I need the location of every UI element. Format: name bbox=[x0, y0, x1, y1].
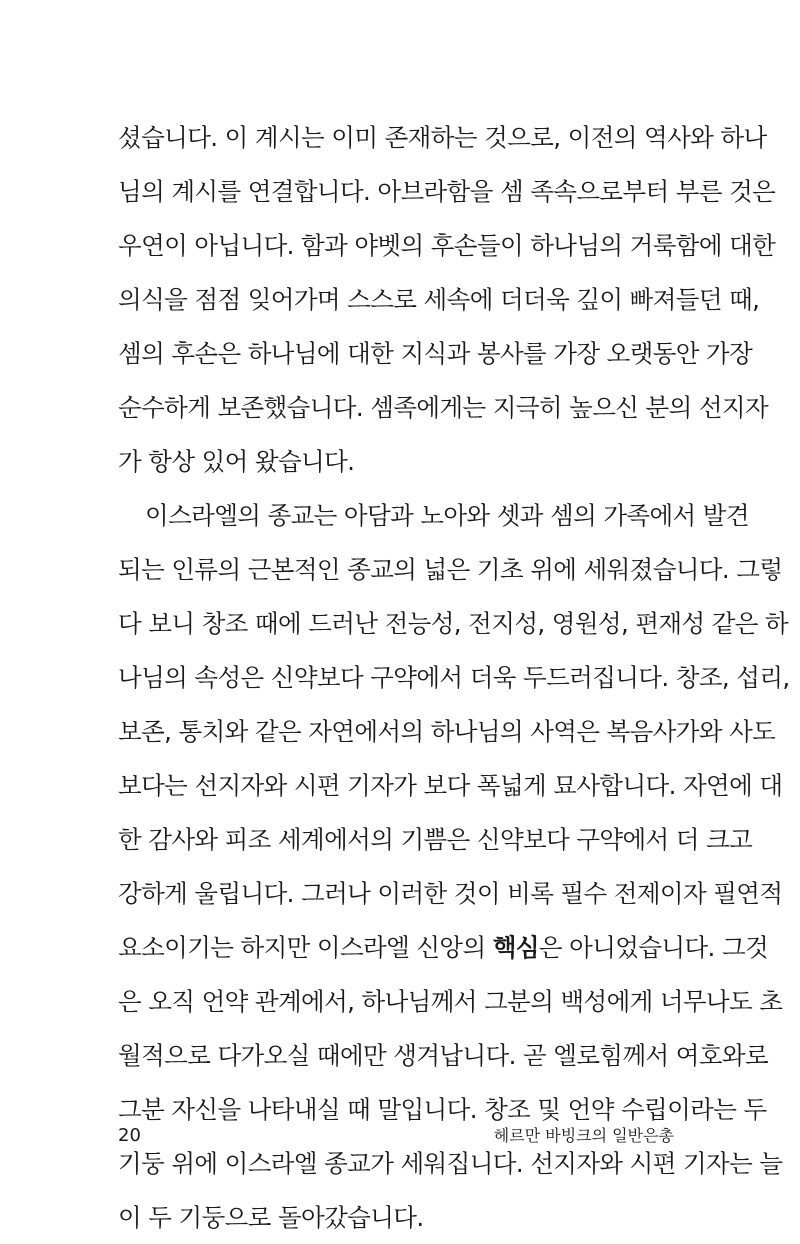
page-number: 20 bbox=[118, 1125, 141, 1146]
emphasis-word: 핵심 bbox=[492, 933, 539, 962]
running-footer-title: 헤르만 바빙크의 일반은총 bbox=[493, 1126, 674, 1145]
text-segment: 요소이기는 하지만 이스라엘 신앙의 bbox=[118, 933, 493, 962]
text-line: 셨습니다. 이 계시는 이미 존재하는 것으로, 이전의 역사와 하나 bbox=[118, 123, 767, 152]
text-line: 가 항상 있어 왔습니다. bbox=[118, 447, 355, 476]
text-line: 우연이 아닙니다. 함과 야벳의 후손들이 하나님의 거룩함에 대한 bbox=[118, 231, 776, 260]
text-line-with-emphasis bbox=[118, 928, 769, 968]
text-line: 님의 계시를 연결합니다. 아브라함을 셈 족속으로부터 부른 것은 bbox=[118, 177, 776, 206]
text-line: 이스라엘의 종교는 아담과 노아와 셋과 셈의 가족에서 발견 bbox=[145, 501, 749, 530]
text-line: 그분 자신을 나타내실 때 말입니다. 창조 및 언약 수립이라는 두 bbox=[118, 1095, 767, 1124]
text-segment: 은 아니었습니다. 그것 bbox=[538, 933, 769, 962]
text-line: 강하게 울립니다. 그러나 이러한 것이 비록 필수 전제이자 필연적 bbox=[118, 879, 783, 908]
text-line: 나님의 속성은 신약보다 구약에서 더욱 두드러집니다. 창조, 섭리, bbox=[118, 663, 790, 692]
text-line: 한 감사와 피조 세계에서의 기쁨은 신약보다 구약에서 더 크고 bbox=[118, 825, 753, 854]
text-line: 보존, 통치와 같은 자연에서의 하나님의 사역은 복음사가와 사도 bbox=[118, 717, 776, 746]
text-line: 셈의 후손은 하나님에 대한 지식과 봉사를 가장 오랫동안 가장 bbox=[118, 339, 753, 368]
text-line: 의식을 점점 잊어가며 스스로 세속에 더더욱 깊이 빠져들던 때, bbox=[118, 285, 760, 314]
text-line: 되는 인류의 근본적인 종교의 넓은 기초 위에 세워졌습니다. 그렇 bbox=[118, 555, 783, 584]
text-line: 이 두 기둥으로 돌아갔습니다. bbox=[118, 1203, 424, 1232]
text-line: 보다는 선지자와 시편 기자가 보다 폭넓게 묘사합니다. 자연에 대 bbox=[118, 771, 783, 800]
text-line: 기둥 위에 이스라엘 종교가 세워집니다. 선지자와 시편 기자는 늘 bbox=[118, 1149, 783, 1178]
text-line: 다 보니 창조 때에 드러난 전능성, 전지성, 영원성, 편재성 같은 하 bbox=[118, 609, 789, 638]
text-line: 은 오직 언약 관계에서, 하나님께서 그분의 백성에게 너무나도 초 bbox=[118, 987, 783, 1016]
text-line: 순수하게 보존했습니다. 셈족에게는 지극히 높으신 분의 선지자 bbox=[118, 393, 769, 422]
text-line: 월적으로 다가오실 때에만 생겨납니다. 곧 엘로힘께서 여호와로 bbox=[118, 1041, 769, 1070]
